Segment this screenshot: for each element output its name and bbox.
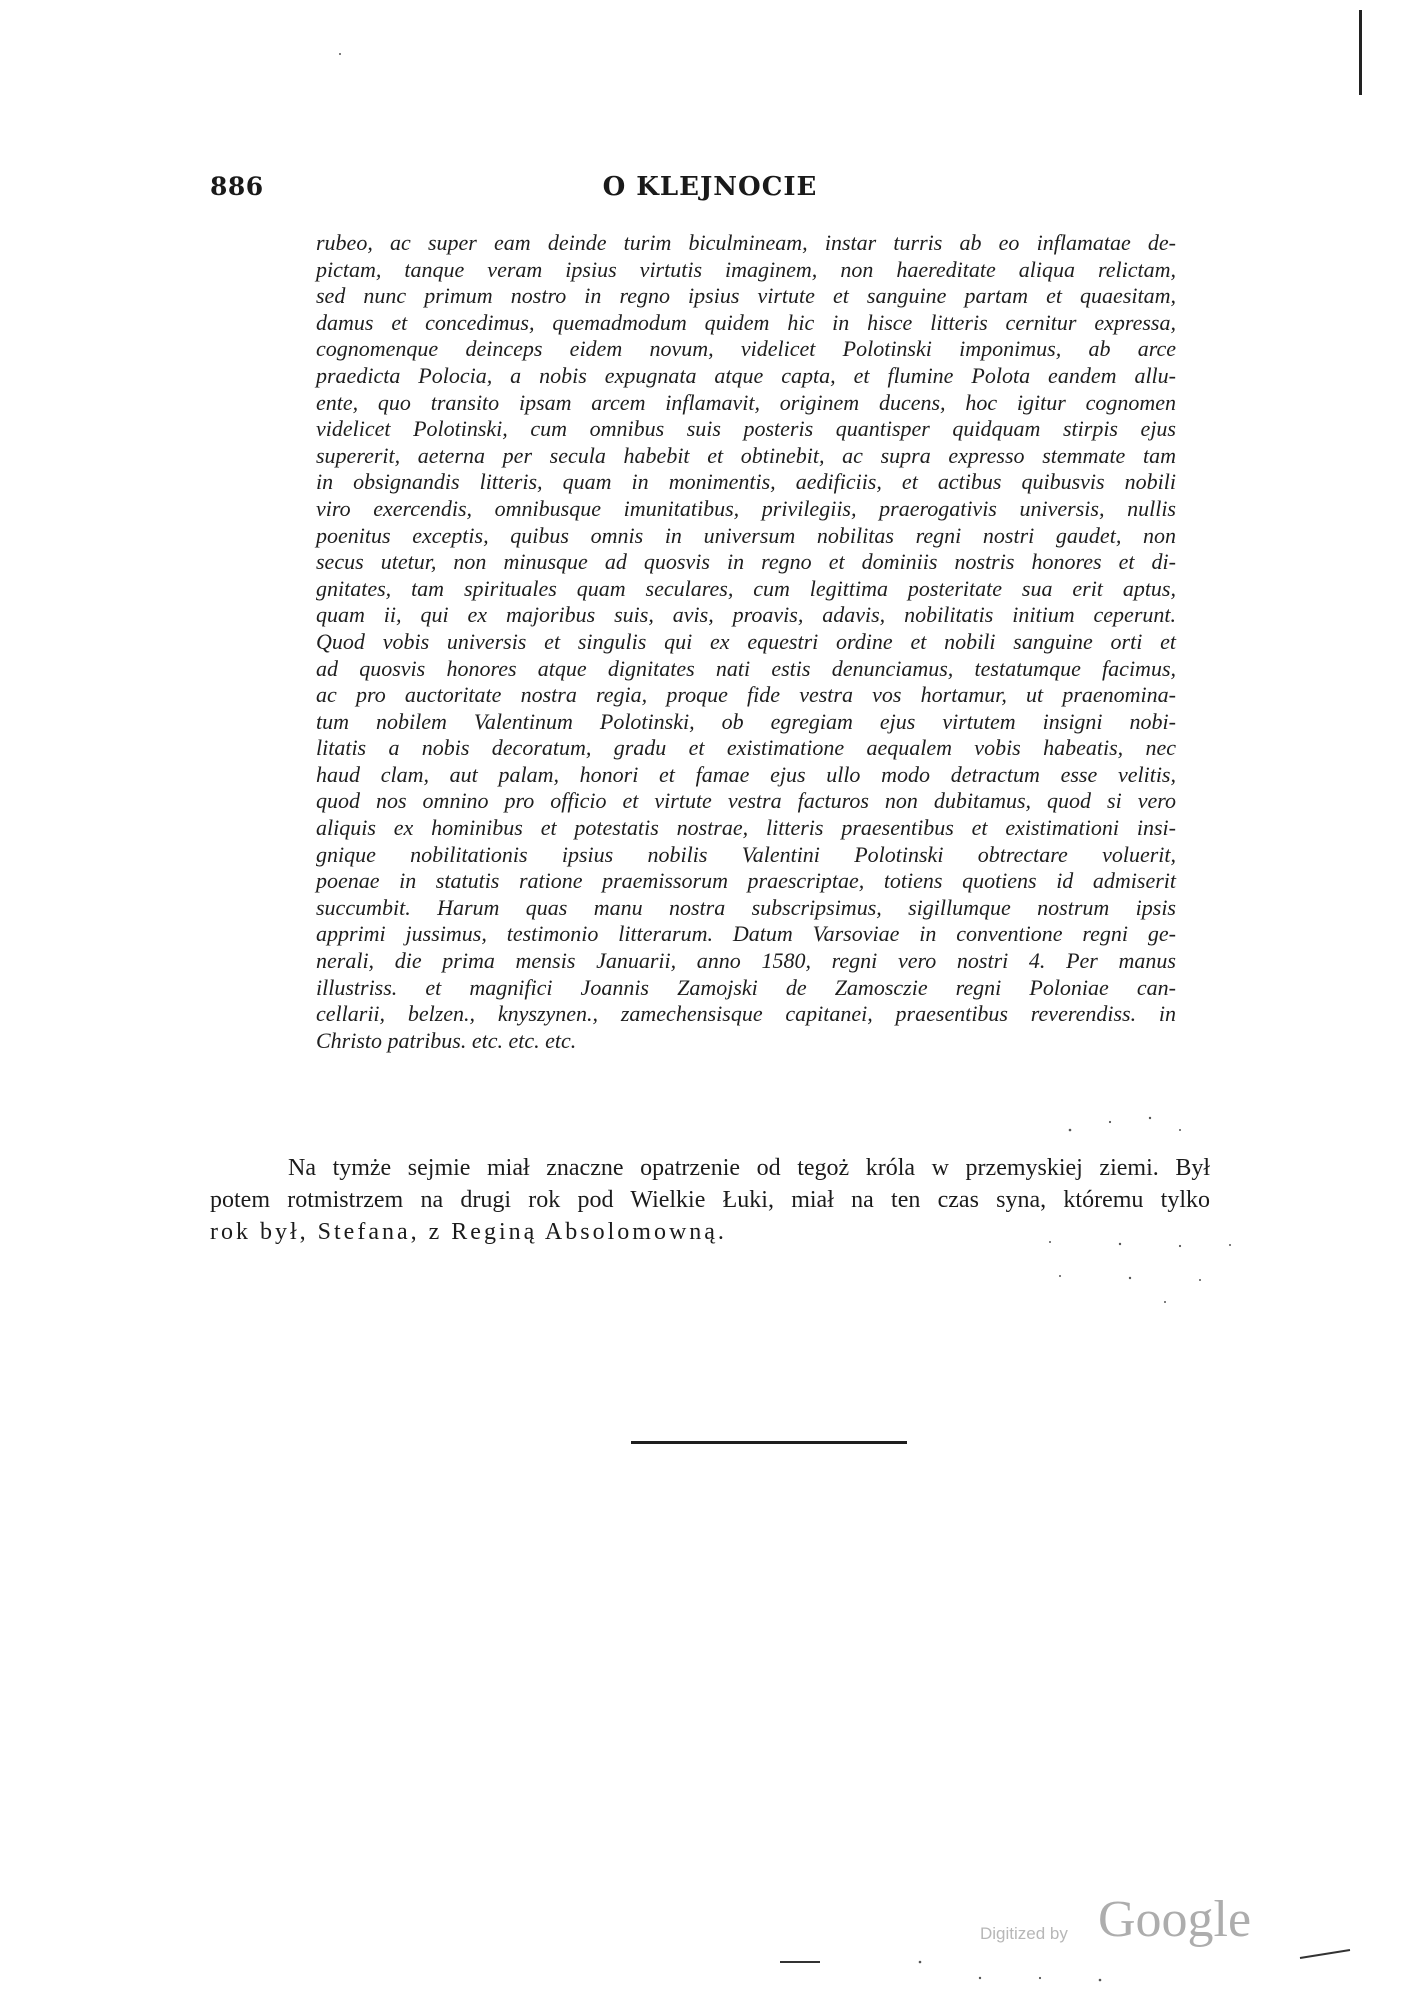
latin-line: Quod vobis universis et singulis qui ex equestri ordine et nobili sanguine orti et: [316, 628, 1176, 654]
latin-line: damus et concedimus, quemadmodum quidem hic in hisce litteris cernitur expressa,: [316, 309, 1176, 335]
watermark-prefix: Digitized by: [980, 1924, 1068, 1943]
latin-line: videlicet Polotinski, cum omnibus suis posteris quantisper quidquam stirpis ejus: [316, 416, 1176, 442]
latin-line: supererit, aeterna per secula habebit et obtinebit, ac supra expresso stemmate tam: [316, 442, 1176, 468]
latin-charter-text: [316, 230, 1176, 1054]
latin-line: cellarii, belzen., knyszynen., zamechensisque capitanei, praesentibus reverendiss. in: [316, 1001, 1176, 1027]
watermark-logo: Google: [1098, 1891, 1252, 1948]
latin-line: tum nobilem Valentinum Polotinski, ob egregiam ejus virtutem insigni nobi-: [316, 708, 1176, 734]
latin-line: aliquis ex hominibus et potestatis nostrae, litteris praesentibus et existimationi insi-: [316, 815, 1176, 841]
latin-line: viro exercendis, omnibusque imunitatibus, privilegiis, praerogativis universis, nullis: [316, 495, 1176, 521]
latin-line: quam ii, qui ex majoribus suis, avis, proavis, adavis, nobilitatis initium ceperunt.: [316, 602, 1176, 628]
page-edge-mark: [1359, 10, 1362, 95]
running-title: O KLEJNOCIE: [602, 172, 818, 202]
latin-line: pictam, tanque veram ipsius virtutis imaginem, non haereditate aliqua relictam,: [316, 256, 1176, 282]
latin-line: cognomenque deinceps eidem novum, videlicet Polotinski imponimus, ab arce: [316, 336, 1176, 362]
latin-line: nerali, die prima mensis Januarii, anno 1580, regni vero nostri 4. Per manus: [316, 948, 1176, 974]
latin-line: praedicta Polocia, a nobis expugnata atque capta, et flumine Polota eandem allu-: [316, 362, 1176, 388]
latin-line: quod nos omnino pro officio et virtute vestra facturos non dubitamus, quod si vero: [316, 788, 1176, 814]
latin-line: gnitates, tam spirituales quam seculares, cum legittima posteritate sua erit aptus,: [316, 575, 1176, 601]
page-header: [210, 172, 1210, 212]
section-rule: [631, 1441, 907, 1444]
latin-line: succumbit. Harum quas manu nostra subscripsimus, sigillumque nostrum ipsis: [316, 894, 1176, 920]
latin-line: in obsignandis litteris, quam in monimentis, aedificiis, et actibus quibusvis nobili: [316, 469, 1176, 495]
polish-line: Na tymże sejmie miał znaczne opatrzenie od tegoż króla w przemyskiej ziemi. Był: [288, 1155, 1210, 1181]
polish-line: rok był, Stefana, z Reginą Absolomowną.: [210, 1219, 727, 1245]
latin-line: apprimi jussimus, testimonio litterarum. Datum Varsoviae in conventione regni ge-: [316, 921, 1176, 947]
latin-line: sed nunc primum nostro in regno ipsius virtute et sanguine partam et quaesitam,: [316, 283, 1176, 309]
latin-line: poenae in statutis ratione praemissorum praescriptae, totiens quotiens id admiserit: [316, 868, 1176, 894]
latin-line: rubeo, ac super eam deinde turim biculmineam, instar turris ab eo inflamatae de-: [316, 230, 1176, 255]
polish-line: potem rotmistrzem na drugi rok pod Wielkie Łuki, miał na ten czas syna, któremu tylko: [210, 1187, 1210, 1213]
latin-line: haud clam, aut palam, honori et famae ejus ullo modo detractum esse velitis,: [316, 761, 1176, 787]
latin-line: illustriss. et magnifici Joannis Zamojski de Zamosczie regni Poloniae can-: [316, 974, 1176, 1000]
page-number: 886: [210, 172, 264, 201]
latin-line: secus utetur, non minusque ad quosvis in regno et dominiis nostris honores et di-: [316, 549, 1176, 575]
latin-line: gnique nobilitationis ipsius nobilis Valentini Polotinski obtrectare voluerit,: [316, 841, 1176, 867]
latin-line: poenitus exceptis, quibus omnis in universum nobilitas regni nostri gaudet, non: [316, 522, 1176, 548]
latin-line: litatis a nobis decoratum, gradu et existimatione aequalem vobis habeatis, nec: [316, 735, 1176, 761]
latin-line: ente, quo transito ipsam arcem inflamavit, originem ducens, hoc igitur cognomen: [316, 389, 1176, 415]
latin-line: Christo patribus. etc. etc. etc.: [316, 1027, 577, 1053]
polish-paragraph: [210, 1152, 1210, 1248]
latin-line: ad quosvis honores atque dignitates nati estis denunciamus, testatumque facimus,: [316, 655, 1176, 681]
latin-line: ac pro auctoritate nostra regia, proque fide vestra vos hortamur, ut praenomina-: [316, 682, 1176, 708]
